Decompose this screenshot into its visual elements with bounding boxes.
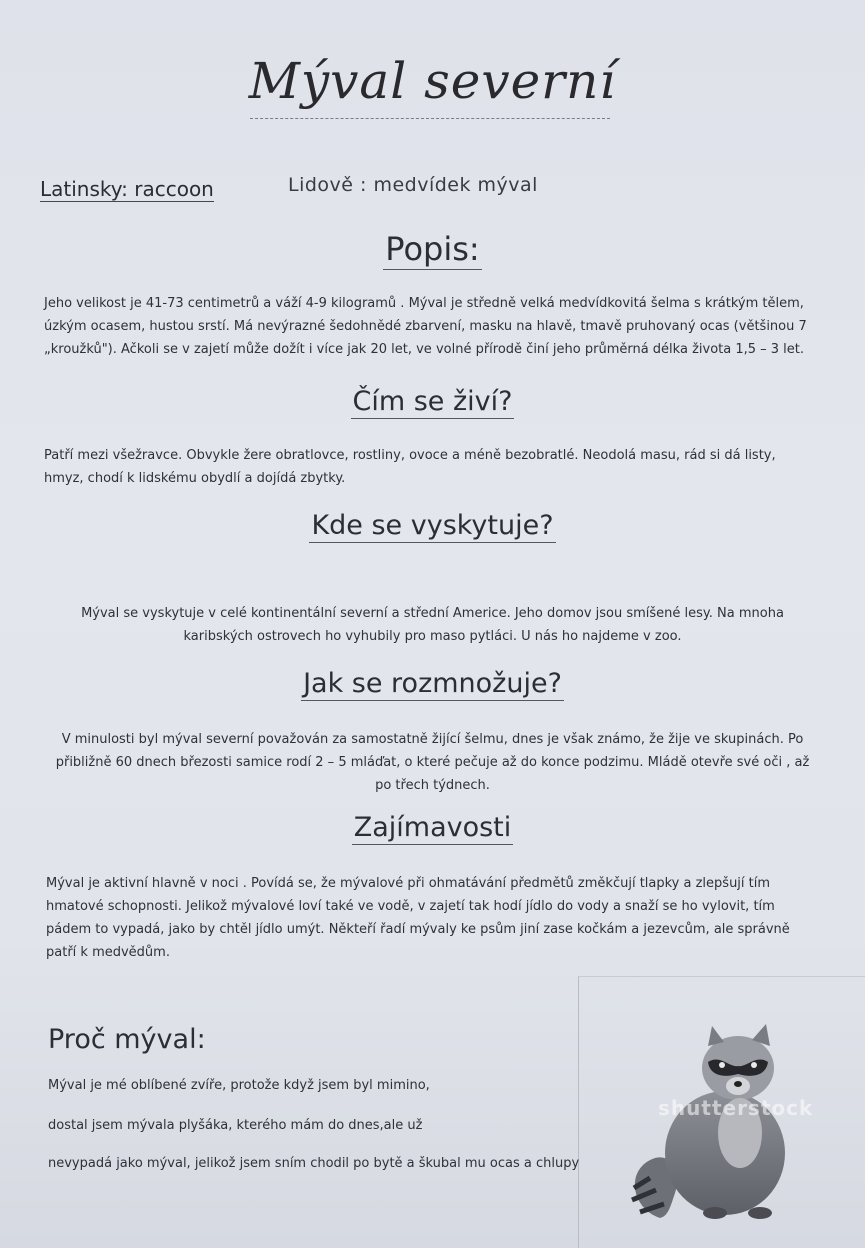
latin-name — [40, 177, 214, 201]
paragraph-line: přibližně 60 dnech březosti samice rodí 2 – 5 mláďat, o které pečuje až do konce podzimu. Mládě otevře své oči , až — [55, 755, 810, 770]
latin-name-text: Latinsky: raccoon — [40, 177, 214, 201]
paragraph-line: Mýval je mé oblíbené zvíře, protože když jsem byl mimino, — [48, 1078, 430, 1093]
heading-rozmnozovani — [0, 668, 865, 699]
paragraph-rozmnozovani — [0, 728, 865, 797]
paragraph-line: V minulosti byl mýval severní považován za samostatně žijící šelmu, dnes je však známo, že žije ve skupinách. Po — [61, 732, 804, 747]
photo-watermark: shutterstock — [658, 1096, 814, 1120]
heading-vyskyt-text: Kde se vyskytuje? — [311, 510, 554, 541]
heading-zajimavosti — [0, 812, 865, 843]
paragraph-line: Mýval se vyskytuje v celé kontinentální severní a střední Americe. Jeho domov jsou smíšené lesy. Na mnoha — [81, 606, 784, 621]
paragraph-line: Mýval je aktivní hlavně v noci . Povídá se, že mývalové při ohmatávání předmětů změkčují tlapky a zlepšují tím — [46, 876, 771, 891]
paragraph-line: pádem to vypadá, jako by chtěl jídlo umýt. Někteří řadí mývaly ke psům jiní zase kočkám a jezevcům, ale správně — [46, 922, 790, 937]
heading-popis-text: Popis: — [385, 230, 480, 268]
heading-zivi — [0, 386, 865, 417]
paragraph-line: hmatové schopnosti. Jelikož mývalové loví také ve vodě, v zajetí tak hodí jídlo do vody a snaží se ho vylovit, tím — [46, 899, 775, 914]
heading-zajimavosti-text: Zajímavosti — [353, 812, 512, 843]
paragraph-zivi — [44, 444, 844, 490]
page-title: Mýval severní — [248, 52, 617, 110]
folk-name: Lidově : medvídek mýval — [288, 174, 538, 196]
paragraph-popis — [44, 292, 844, 361]
paragraph-line: úzkým ocasem, hustou srstí. Má nevýrazné šedohnědé zbarvení, masku na hlavě, tmavě pruhovaný ocas (většinou 7 — [44, 319, 807, 334]
paragraph-line: karibských ostrovech ho vyhubily pro maso pytláci. U nás ho najdeme v zoo. — [183, 629, 682, 644]
heading-vyskyt — [0, 510, 865, 541]
heading-proc: Proč mýval: — [48, 1024, 206, 1055]
paragraph-line: po třech týdnech. — [375, 778, 490, 793]
paragraph-line: hmyz, chodí k lidskému obydlí a dojídá zbytky. — [44, 471, 346, 486]
paragraph-line: Patří mezi všežravce. Obvykle žere obratlovce, rostliny, ovoce a méně bezobratlé. Neodolá masu, rád si dá listy, — [44, 448, 776, 463]
heading-zivi-text: Čím se živí? — [352, 386, 513, 417]
paragraph-line: patří k medvědům. — [46, 945, 170, 960]
heading-popis — [0, 230, 865, 268]
paragraph-zajimavosti — [46, 872, 846, 964]
raccoon-icon — [620, 1018, 840, 1223]
paragraph-line: nevypadá jako mýval, jelikož jsem sním chodil po bytě a škubal mu ocas a chlupy — [48, 1156, 580, 1171]
paragraph-line: Jeho velikost je 41-73 centimetrů a váží 4-9 kilogramů . Mýval je středně velká medvídkovitá šelma s krátkým tělem, — [44, 296, 804, 311]
paragraph-line: „kroužků"). Ačkoli se v zajetí může dožít i více jak 20 let, ve volné přírodě činí jeho průměrná délka života 1,5 – 3 let. — [44, 342, 805, 357]
paragraph-line: dostal jsem mývala plyšáka, kterého mám do dnes,ale už — [48, 1118, 423, 1133]
paragraph-vyskyt — [0, 602, 865, 648]
title-underline — [250, 118, 610, 119]
heading-rozmnozovani-text: Jak se rozmnožuje? — [303, 668, 562, 699]
